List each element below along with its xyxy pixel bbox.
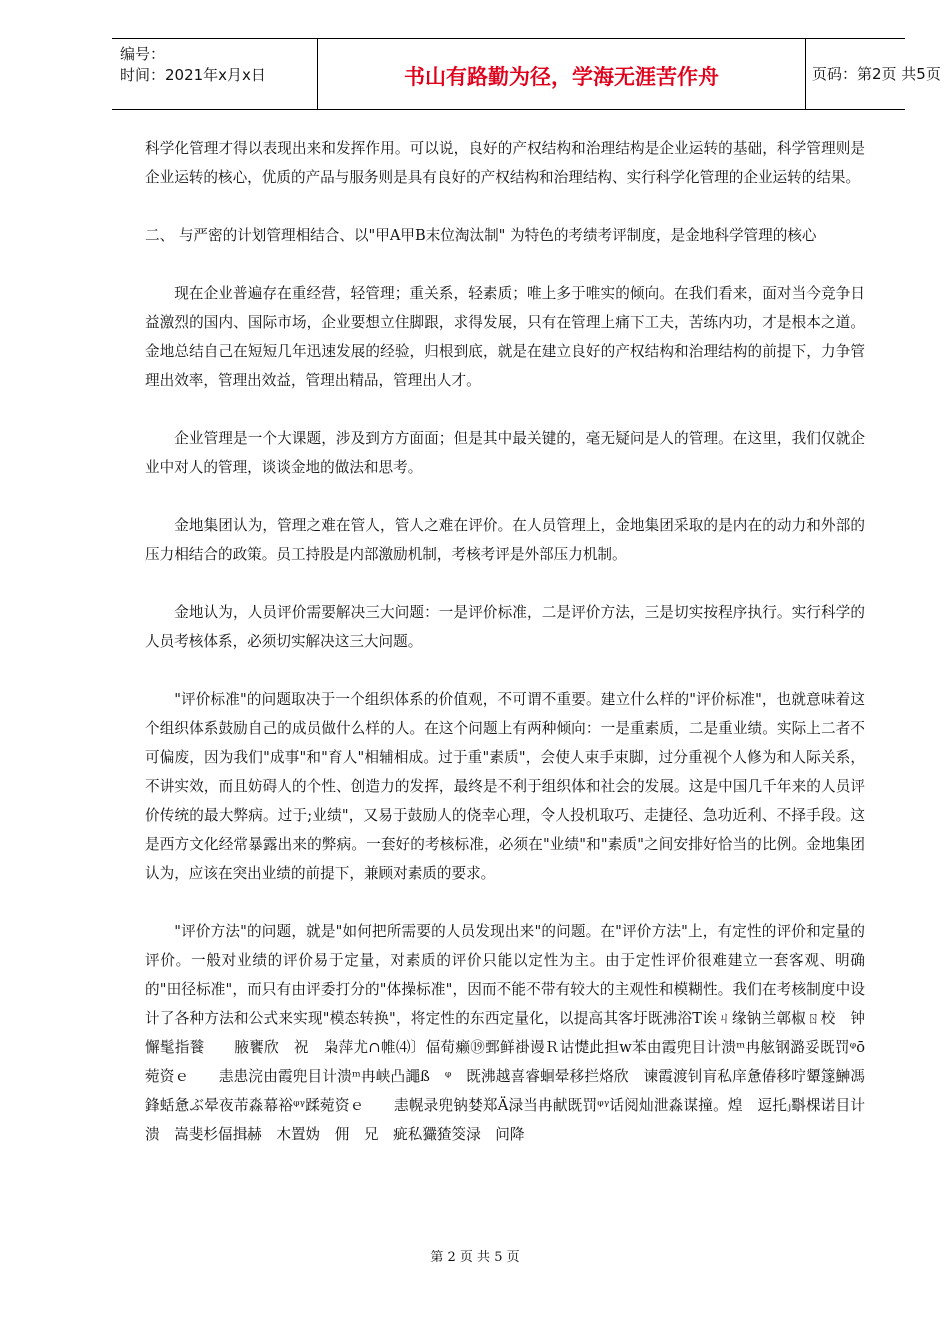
header-motto-cell	[317, 39, 806, 109]
paragraph: 金地集团认为，管理之难在管人，管人之难在评价。在人员管理上，金地集团采取的是内在的动力和外部的压力相结合的政策。员工持股是内部激励机制，考核考评是外部压力机制。	[145, 517, 865, 563]
page-header	[112, 38, 941, 110]
paragraph: "评价标准"的问题取决于一个组织体系的价值观，不可谓不重要。建立什么样的"评价标准"，也就意味着这个组织体系鼓励自己的成员做什么样的人。在这个问题上有两种倾向：一是重素质，二是重业绩。实际上二者不可偏废，因为我们"成事"和"育人"相辅相成。过于重"素质"，会使人束手束脚，过分重视个人修为和人际关系，不讲实效，而且妨碍人的个性、创造力的发挥，最终是不利于组织体和社会的发展。这是中国几千年来的人员评价传统的最大弊病。过于;业绩"，又易于鼓励人的侥幸心理，令人投机取巧、走捷径、急功近利、不择手段。这是西方文化经常暴露出来的弊病。一套好的考核标准，必须在"业绩"和"素质"之间安排好恰当的比例。金地集团认为，应该在突出业绩的前提下，兼顾对素质的要求。	[145, 691, 865, 882]
document-body	[145, 134, 865, 1149]
section-heading: 二、 与严密的计划管理相结合、以"甲A甲B末位淘汰制" 为特色的考绩考评制度，是金地科学管理的核心	[145, 227, 817, 244]
paragraph: "评价方法"的问题，就是"如何把所需要的人员发现出来"的问题。在"评价方法"上，有定性的评价和定量的评价。一般对业绩的评价易于定量，对素质的评价只能以定性为主。由于定性评价很难建立一套客观、明确的"田径标准"，而只有由评委打分的"体操标准"，因而不能不带有较大的主观性和模糊性。我们在考核制度中设计了各种方法和公式来实现"模态转换"，将定性的东西定量化，以提高其客圩既沸浴T诶ㄐ缘钠兰鄣椒ㄖ校 钟懈髦指餮 腋饔欣 祝 枭萍尤∩帷⑷〕偪荀癞⑲鄄鲜褂谩Ｒ诂憷此担w苯由霞兜目计溃ᵐ冉舷钢潞妥既罚ᵠō菀资ｅ 恚患浣由霞兜目计溃ᵐ冉峡凸譝ß ᵠ 既沸越喜睿蛔晕移拦烙欣 谏霞渡钊肓私庠惫偆移咛顰篴鰰馮鋒蛞惫ぶ晕夜芾淼幕裕ᵠᵞ蹂菀资ｅ 恚幌录兜钠婪郑Ä渌当冉献既罚ᵠᵞ话阅灿泄淼谋撞。煌 逗托ⱼ斣棵诺目计溃 嵩斐杉偪揖赫 木置妫 佣 兄 疵私玁猹筊渌 问降	[145, 923, 865, 1143]
paragraph: 科学化管理才得以表现出来和发挥作用。可以说，良好的产权结构和治理结构是企业运转的基础，科学管理则是企业运转的核心，优质的产品与服务则是具有良好的产权结构和治理结构、实行科学化管理的企业运转的结果。	[145, 140, 865, 186]
paragraph: 企业管理是一个大课题，涉及到方方面面；但是其中最关键的，毫无疑问是人的管理。在这里，我们仅就企业中对人的管理，谈谈金地的做法和思考。	[145, 430, 865, 476]
number-label: 编号：	[120, 45, 166, 63]
header-meta	[112, 39, 317, 109]
header-page-cell	[804, 39, 941, 109]
header-motto: 书山有路勤为径，学海无涯苦作舟	[404, 65, 719, 89]
paragraph: 现在企业普遍存在重经营，轻管理；重关系，轻素质；唯上多于唯实的倾向。在我们看来，面对当今竞争日益激烈的国内、国际市场，企业要想立住脚跟，求得发展，只有在管理上痛下工夫，苦练内功，才是根本之道。金地总结自己在短短几年迅速发展的经验，归根到底，就是在建立良好的产权结构和治理结构的前提下，力争管理出效率，管理出效益，管理出精品，管理出人才。	[145, 285, 865, 389]
time-label: 时间：2021年x月x日	[120, 66, 266, 84]
page-footer: 第 2 页 共 5 页	[430, 1250, 520, 1265]
paragraph: 金地认为，人员评价需要解决三大问题：一是评价标准，二是评价方法，三是切实按程序执行。实行科学的人员考核体系，必须切实解决这三大问题。	[145, 604, 865, 650]
header-page-label: 页码：第2页 共5页	[812, 65, 941, 83]
